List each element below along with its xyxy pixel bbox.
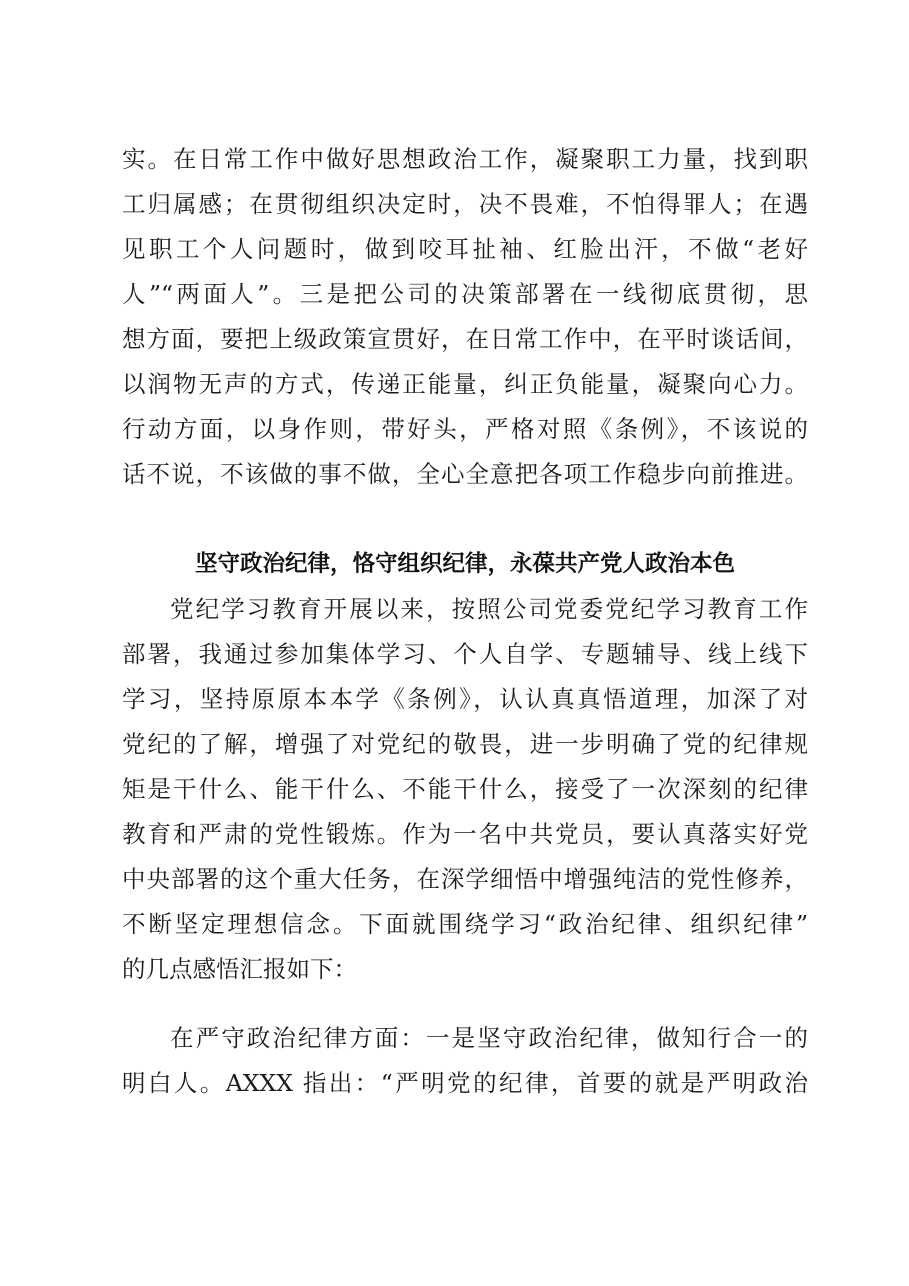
section-heading: 坚守政治纪律，恪守组织纪律，永葆共产党人政治本色 [194, 551, 735, 577]
text-line: 明白人。AXXX 指出：“严明党的纪律，首要的就是严明政治 [122, 1069, 808, 1097]
section-heading-block [122, 542, 808, 587]
text-line: 党纪的了解，增强了对党纪的敬畏，进一步明确了党的纪律规 [122, 730, 808, 758]
text-line: 党纪学习教育开展以来，按照公司党委党纪学习教育工作 [170, 595, 808, 623]
text-line: 行动方面，以身作则，带好头，严格对照《条例》，不该说的 [122, 415, 808, 443]
text-line: 部署，我通过参加集体学习、个人自学、专题辅导、线上线下 [122, 640, 808, 668]
text-line: 中央部署的这个重大任务，在深学细悟中增强纯洁的党性修养， [122, 865, 808, 893]
text-line: 在严守政治纪律方面：一是坚守政治纪律，做知行合一的 [170, 1024, 808, 1052]
text-line: 想方面，要把上级政策宣贯好，在日常工作中，在平时谈话间， [122, 325, 808, 353]
text-line: 以润物无声的方式，传递正能量，纠正负能量，凝聚向心力。 [122, 370, 808, 398]
text-line: 教育和严肃的党性锻炼。作为一名中共党员，要认真落实好党 [122, 820, 808, 848]
text-line: 实。在日常工作中做好思想政治工作，凝聚职工力量，找到职 [122, 145, 808, 173]
paragraph-political-discipline [122, 1016, 808, 1106]
text-line: 见职工个人问题时，做到咬耳扯袖、红脸出汗，不做“老好 [122, 235, 808, 263]
paragraph-continued [122, 137, 808, 497]
text-line: 话不说，不该做的事不做，全心全意把各项工作稳步向前推进。 [122, 460, 808, 488]
text-line: 不断坚定理想信念。下面就围绕学习“政治纪律、组织纪律” [122, 910, 808, 938]
text-line: 工归属感；在贯彻组织决定时，决不畏难，不怕得罪人；在遇 [122, 190, 808, 218]
text-line: 的几点感悟汇报如下： [122, 955, 357, 983]
text-line: 学习，坚持原原本本学《条例》，认认真真悟道理，加深了对 [122, 685, 808, 713]
text-line: 矩是干什么、能干什么、不能干什么，接受了一次深刻的纪律 [122, 775, 808, 803]
paragraph-intro [122, 587, 808, 992]
text-line: 人”“两面人”。三是把公司的决策部署在一线彻底贯彻，思 [122, 280, 808, 308]
